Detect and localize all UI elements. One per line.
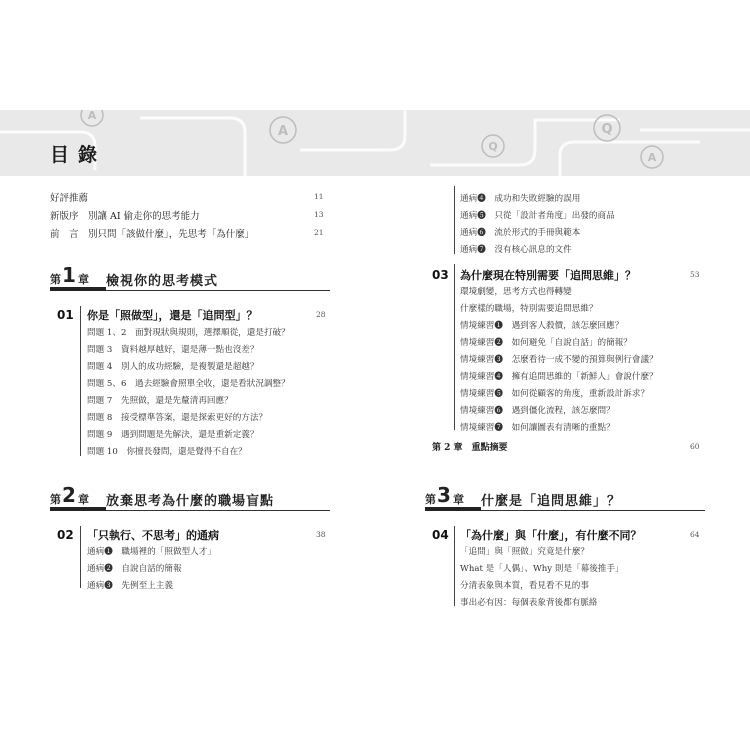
continued-bar <box>454 186 455 254</box>
chapter-suffix: 章 <box>78 493 89 506</box>
list-item: 通病❶ 職場裡的「照做型人才」 <box>87 547 216 557</box>
front-matter-label: 新版序 別讓 AI 偷走你的思考能力 <box>50 211 200 222</box>
list-item: 通病❼ 沒有核心訊息的文件 <box>460 245 572 255</box>
section-number: 01 <box>57 308 74 322</box>
summary-page: 60 <box>690 442 700 451</box>
list-item: 問題 8 接受標準答案，還是探索更好的方法？ <box>87 413 268 423</box>
section-bar <box>80 526 81 588</box>
list-item: 分清表象與本質，看見看不見的事 <box>460 581 589 591</box>
list-item: 問題 1、2 面對現狀與規則，選擇順從，還是打破？ <box>87 328 290 338</box>
chapter-title: 什麼是「追問思維」？ <box>481 494 622 509</box>
list-item: What 是「人偶」、Why 則是「幕後推手」 <box>460 564 624 574</box>
list-item: 「追問」與「照做」究竟是什麼？ <box>460 547 589 557</box>
list-item: 情境練習❻ 遇到僵化流程，該怎麼問？ <box>460 406 615 416</box>
chapter-title: 檢視你的思考模式 <box>106 274 219 289</box>
svg-text:Q: Q <box>488 140 498 153</box>
list-item: 環境劇變，思考方式也得轉變 <box>460 287 572 297</box>
section-bar <box>80 306 81 456</box>
chapter-prefix: 第 <box>50 493 61 506</box>
section-number: 02 <box>57 528 74 542</box>
banner-pattern <box>0 110 750 176</box>
header-banner <box>0 110 750 176</box>
svg-text:Q: Q <box>601 122 613 137</box>
section-page: 53 <box>690 270 700 279</box>
list-item: 情境練習❹ 擁有追問思維的「新鮮人」會說什麼？ <box>460 372 658 382</box>
chapter-number: 2 <box>62 483 76 507</box>
list-item: 問題 3 資料越厚越好，還是薄一點也沒差？ <box>87 345 259 355</box>
chapter-number: 3 <box>437 483 451 507</box>
list-item: 通病❺ 只從「設計者角度」出發的商品 <box>460 211 615 221</box>
list-item: 問題 4 別人的成功經驗，是複製還是超越？ <box>87 362 259 372</box>
section-title: 「只執行、不思考」的通病 <box>87 529 219 542</box>
chapter-prefix: 第 <box>50 273 61 286</box>
list-item: 情境練習❷ 如何避免「自說自話」的簡報？ <box>460 338 632 348</box>
list-item: 情境練習❶ 遇到客人殺價，該怎麼回應？ <box>460 321 624 331</box>
section-page: 64 <box>690 530 700 539</box>
section-page: 28 <box>316 310 326 319</box>
chapter-rule <box>425 510 705 511</box>
chapter-prefix: 第 <box>425 493 436 506</box>
front-matter-label: 好評推薦 <box>50 193 89 204</box>
list-item: 情境練習❸ 怎麼看待一成不變的預算與例行會議？ <box>460 355 658 365</box>
front-matter-page: 13 <box>314 210 324 219</box>
chapter-summary: 第 2 章 重點摘要 <box>432 443 508 453</box>
toc-title: 目錄 <box>50 144 107 166</box>
chapter-heading <box>425 485 705 507</box>
list-item: 問題 9 遇到問題是先解決，還是重新定義？ <box>87 430 259 440</box>
chapter-rule <box>50 290 330 291</box>
chapter-heading <box>50 265 330 287</box>
list-item: 通病❹ 成功和失敗經驗的誤用 <box>460 194 581 204</box>
list-item: 事出必有因：每個表象背後都有脈絡 <box>460 598 598 608</box>
section-number: 03 <box>432 268 449 282</box>
section-bar <box>454 264 455 430</box>
front-matter-page: 21 <box>314 228 324 237</box>
list-item: 問題 10 你擅長發問，還是覺得不自在？ <box>87 447 247 457</box>
chapter-suffix: 章 <box>78 273 89 286</box>
chapter-rule <box>50 510 330 511</box>
svg-text:A: A <box>277 124 289 139</box>
section-title: 「為什麼」與「什麼」，有什麼不同？ <box>460 529 642 542</box>
list-item: 什麼樣的職場，特別需要追問思維？ <box>460 304 598 314</box>
section-title: 為什麼現在特別需要「追問思維」？ <box>460 269 636 282</box>
list-item: 情境練習❼ 如何讓圖表有清晰的重點？ <box>460 423 615 433</box>
list-item: 問題 5、6 過去經驗會照單全收，還是看狀況調整？ <box>87 379 290 389</box>
list-item: 通病❸ 先例至上主義 <box>87 581 173 591</box>
svg-text:A: A <box>87 110 97 122</box>
section-page: 38 <box>316 530 326 539</box>
list-item: 通病❷ 自說自話的簡報 <box>87 564 182 574</box>
svg-text:A: A <box>647 151 657 164</box>
section-title: 你是「照做型」，還是「追問型」？ <box>87 309 258 322</box>
chapter-heading <box>50 485 330 507</box>
list-item: 問題 7 先照做，還是先釐清再回應？ <box>87 396 233 406</box>
list-item: 情境練習❺ 如何從顧客的角度，重新設計訴求？ <box>460 389 650 399</box>
chapter-title: 放棄思考為什麼的職場盲點 <box>106 494 275 509</box>
chapter-number: 1 <box>62 263 76 287</box>
chapter-suffix: 章 <box>453 493 464 506</box>
front-matter-page: 11 <box>314 192 324 201</box>
front-matter-label: 前 言 別只問「該做什麼」，先思考「為什麼」 <box>50 229 255 240</box>
list-item: 通病❻ 流於形式的手冊與範本 <box>460 228 581 238</box>
section-number: 04 <box>432 528 449 542</box>
section-bar <box>454 526 455 606</box>
